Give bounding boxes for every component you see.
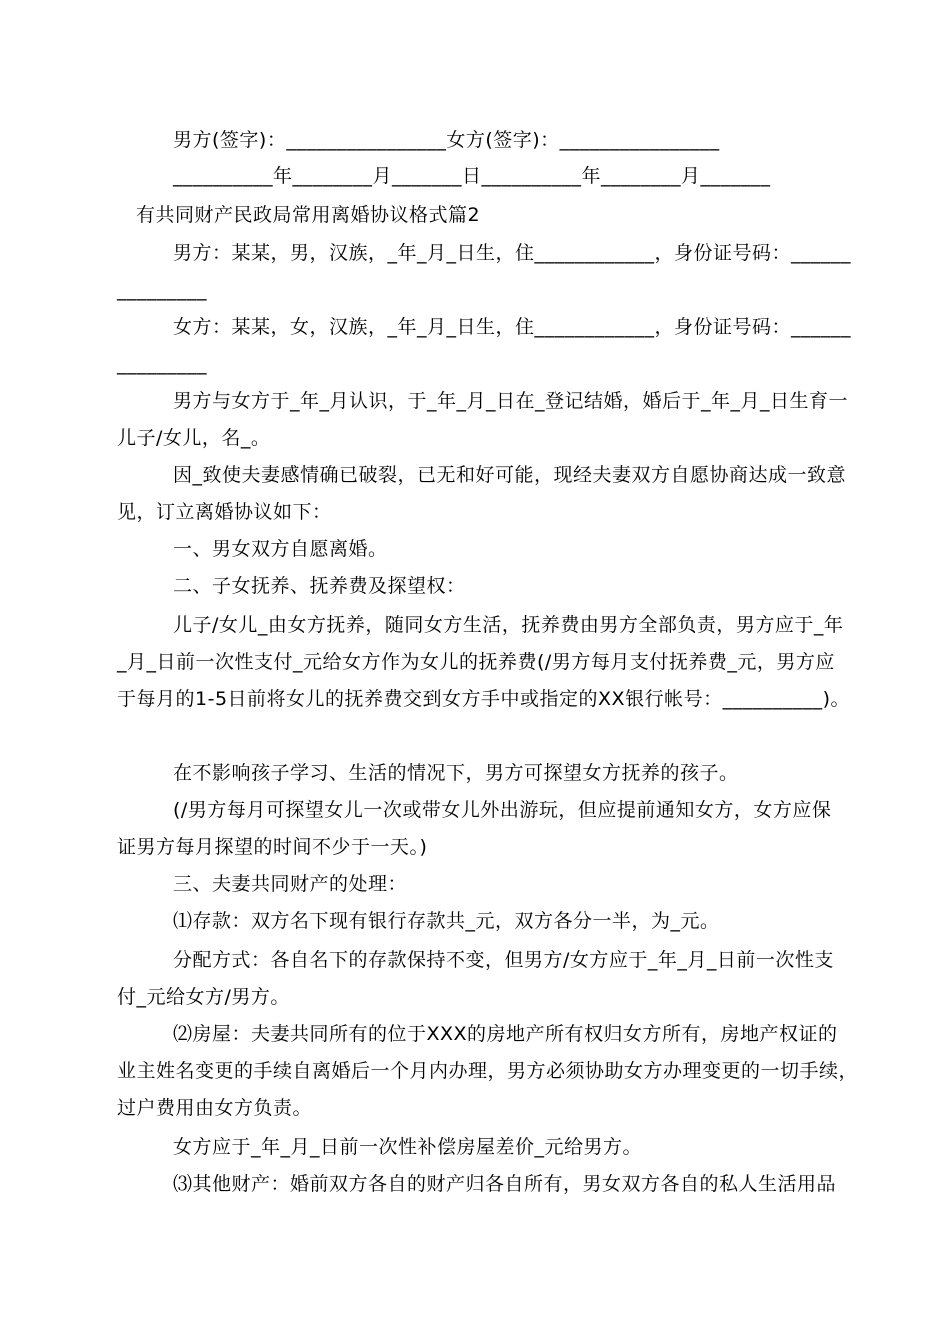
custody-line-2: _月_日前一次性支付_元给女方作为女儿的抚养费(/男方每月支付抚养费_元，男方应: [117, 651, 835, 673]
house-line-3: 过户费用由女方负责。: [117, 1097, 313, 1119]
clause-2: 二、子女抚养、抚养费及探望权：: [173, 575, 466, 597]
clause-1: 一、男女双方自愿离婚。: [173, 538, 388, 560]
man-info-line-2: _________: [117, 279, 207, 301]
custody-line-1: 儿子/女儿_由女方抚养，随同女方生活，抚养费由男方全部负责，男方应于_年: [173, 614, 844, 636]
distribution-line-2: 付_元给女方/男方。: [117, 986, 290, 1008]
woman-info-line-1: 女方：某某，女，汉族，_年_月_日生，住____________，身份证号码：______: [173, 316, 852, 338]
compensation-line: 女方应于_年_月_日前一次性补偿房屋差价_元给男方。: [173, 1136, 643, 1158]
visit-line-3: 证男方每月探望的时间不少于一天。): [117, 836, 428, 858]
man-info-line-1: 男方：某某，男，汉族，_年_月_日生，住____________，身份证号码：______: [173, 242, 852, 264]
visit-line-2: (/男方每月可探望女儿一次或带女儿外出游玩，但应提前通知女方，女方应保: [173, 799, 832, 821]
clause-3: 三、夫妻共同财产的处理：: [173, 873, 408, 895]
house-line-2: 业主姓名变更的手续自离婚后一个月内办理，男方必须协助女方办理变更的一切手续，: [117, 1060, 859, 1082]
marriage-line-2: 儿子/女儿，名_。: [117, 427, 271, 449]
date-line: __________年________月_______日__________年________月_______: [173, 165, 771, 187]
deposit-line: ⑴存款：双方名下现有银行存款共_元，双方各分一半，为_元。: [173, 910, 720, 932]
visit-line-1: 在不影响孩子学习、生活的情况下，男方可探望女方抚养的孩子。: [173, 762, 739, 784]
other-property-line: ⑶其他财产：婚前双方各自的财产归各自所有，男女双方各自的私人生活用品: [173, 1173, 837, 1195]
distribution-line-1: 分配方式：各自名下的存款保持不变，但男方/女方应于_年_月_日前一次性支: [173, 949, 834, 971]
reason-line-2: 见，订立离婚协议如下：: [117, 501, 332, 523]
custody-line-3: 于每月的1-5日前将女儿的抚养费交到女方手中或指定的XX银行帐号：__________)。: [117, 688, 850, 710]
signature-line: 男方(签字)：________________女方(签字)：________________: [173, 129, 720, 151]
section-title: 有共同财产民政局常用离婚协议格式篇2: [136, 204, 481, 226]
marriage-line-1: 男方与女方于_年_月认识，于_年_月_日在_登记结婚，婚后于_年_月_日生育一: [173, 390, 849, 412]
reason-line-1: 因_致使夫妻感情确已破裂，已无和好可能，现经夫妻双方自愿协商达成一致意: [173, 464, 847, 486]
house-line-1: ⑵房屋：夫妻共同所有的位于XXX的房地产所有权归女方所有，房地产权证的: [173, 1023, 838, 1045]
woman-info-line-2: _________: [117, 353, 207, 375]
